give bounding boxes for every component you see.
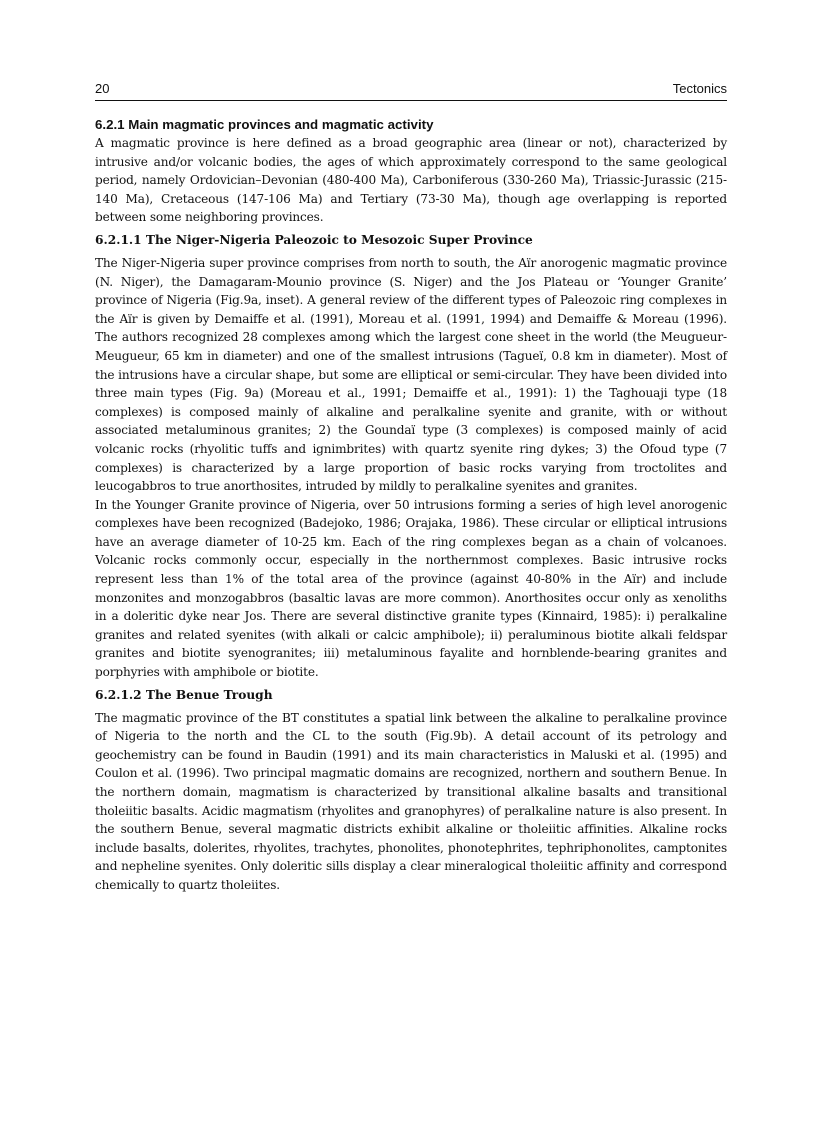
paragraph-benue-trough: The magmatic province of the BT constitutes a spatial link between the alkaline to peralkaline province of Nigeria to the north and the CL to the south (Fig.9b). A detail account of its petrology and geochemistry can be found in Baudin (1991) and its main characteristics in Maluski et al. (1995) and Coulon et al. (1996). Two principal magmatic domains are recognized, northern and southern Benue. In the northern domain, magmatism is characterized by transitional alkaline basalts and transitional tholeiitic basalts. Acidic magmatism (rhyolites and granophyres) of peralkaline nature is also present. In the southern Benue, several magmatic districts exhibit alkaline or tholeiitic affinities. Alkaline rocks include basalts, dolerites, rhyolites, trachytes, phonolites, phonotephrites, tephriphonolites, camptonites and nepheline syenites. Only doleritic sills display a clear mineralogical tholeiitic affinity and correspond chemically to quartz tholeiites. (95, 710, 727, 892)
paragraph-younger-granite-province: In the Younger Granite province of Nigeria, over 50 intrusions forming a series of high level anorogenic complexes have been recognized (Badejoko, 1986; Orajaka, 1986). These circular or elliptical intrusions have an average diameter of 10-25 km. Each of the ring complexes began as a chain of volcanoes. Volcanic rocks commonly occur, especially in the northernmost complexes. Basic intrusive rocks represent less than 1% of the total area of the province (against 40-80% in the Aïr) and include monzonites and monzogabbros (basaltic lavas are more common). Anorthosites occur only as xenoliths in a doleritic dyke near Jos. There are several distinctive granite types (Kinnaird, 1985): i) peralkaline granites and related syenites (with alkali or calcic amphibole); ii) peraluminous biotite alkali feldspar granites and biotite syenogranites; iii) metaluminous fayalite and hornblende-bearing granites and porphyries with amphibole or biotite. (95, 497, 727, 680)
paragraph-niger-nigeria-super-province: The Niger-Nigeria super province comprises from north to south, the Aïr anorogenic magmatic province (N. Niger), the Damagaram-Mounio province (S. Niger) and the Jos Plateau or ‘Younger Granite’ province of Nigeria (Fig.9a, inset). A general review of the different types of Paleozoic ring complexes in the Aïr is given by Demaiffe et al. (1991), Moreau et al. (1991, 1994) and Demaiffe & Moreau (1996). The authors recognized 28 complexes among which the largest cone sheet in the world (the Meugueur-Meugueur, 65 km in diameter) and one of the smallest intrusions (Tagueï, 0.8 km in diameter). Most of the intrusions have a circular shape, but some are elliptical or semi-circular. They have been divided into three main types (Fig. 9a) (Moreau et al., 1991; Demaiffe et al., 1991): 1) the Taghouaji type (18 complexes) is composed mainly of alkaline and peralkaline syenite and granite, with or without associated metaluminous granites; 2) the Goundaï type (3 complexes) is composed mainly of acid volcanic rocks (rhyolitic tuffs and ignimbrites) with quartz syenite ring dykes; 3) the Ofoud type (7 complexes) is characterized by a large proportion of basic rocks varying from troctolites and leucogabbros to true anorthosites, intruded by mildly to peralkaline syenites and granites. (95, 255, 727, 494)
paragraph-magmatic-province-definition: A magmatic province is here defined as a broad geographic area (linear or not), characterized by intrusive and/or volcanic bodies, the ages of which approximately correspond to the same geological period, namely Ordovician–Devonian (480-400 Ma), Carboniferous (330-260 Ma), Triassic-Jurassic (215-140 Ma), Cretaceous (147-106 Ma) and Tertiary (73-30 Ma), though age overlapping is reported between some neighboring provinces. (95, 136, 727, 225)
running-title: Tectonics (672, 81, 727, 96)
section-heading-6-2-1: 6.2.1 Main magmatic provinces and magmatic activity (95, 117, 434, 132)
subsection-heading-6-2-1-1: 6.2.1.1 The Niger-Nigeria Paleozoic to Mesozoic Super Province (95, 232, 533, 247)
subsection-heading-6-2-1-2: 6.2.1.2 The Benue Trough (95, 687, 273, 702)
page-body (95, 116, 727, 895)
page-number: 20 (95, 81, 110, 96)
page-header (95, 80, 727, 101)
